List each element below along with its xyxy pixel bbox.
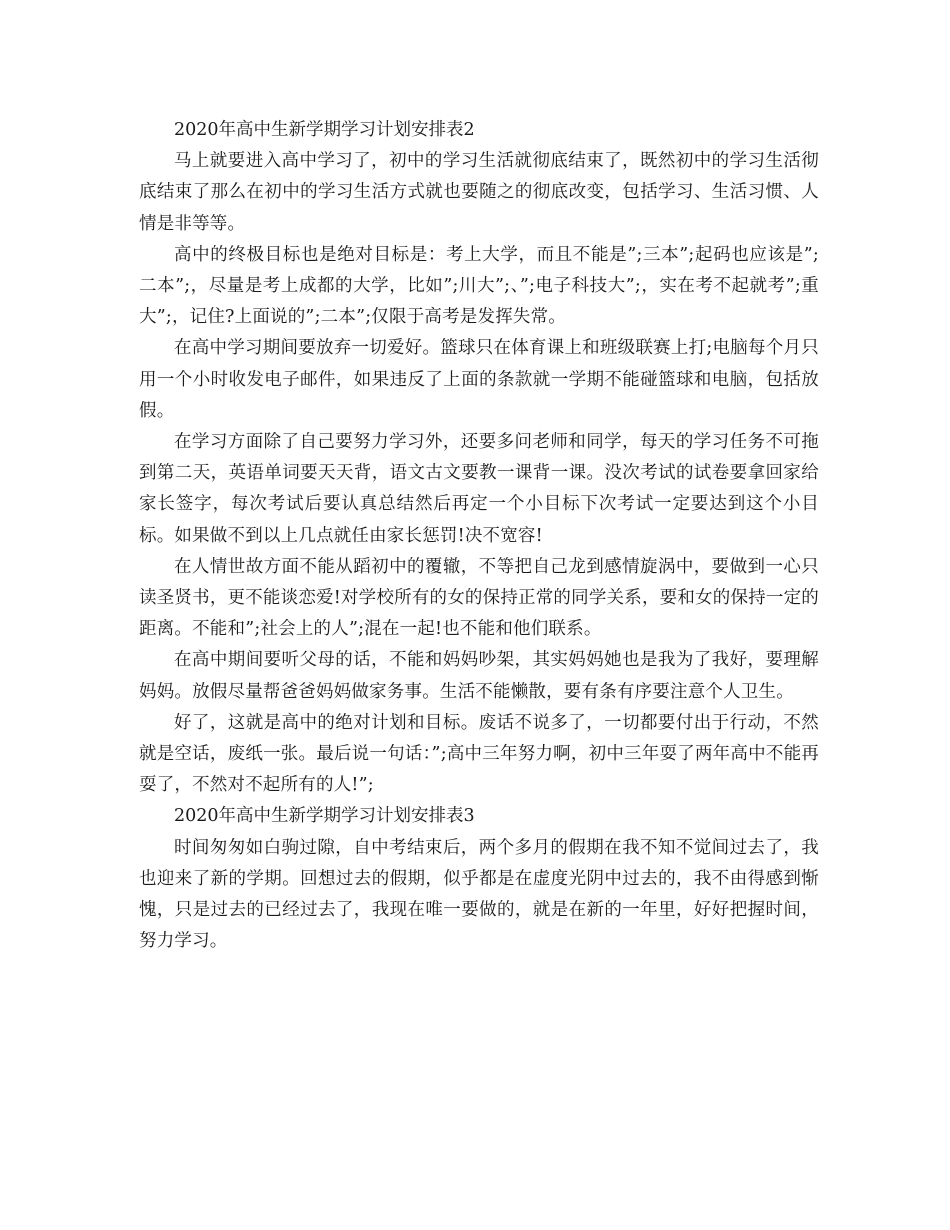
- section-heading-2: 2020年高中生新学期学习计划安排表2: [174, 120, 475, 140]
- paragraph: 好了，这就是高中的绝对计划和目标。废话不说多了，一切都要付出于行动，不然就是空话，废纸一张。最后说一句话：”;高中三年努力啊，初中三年耍了两年高中不能再耍了，不然对不起所有的人!”;: [139, 712, 819, 796]
- paragraph: 马上就要进入高中学习了，初中的学习生活就彻底结束了，既然初中的学习生活彻底结束了那么在初中的学习生活方式就也要随之的彻底改变，包括学习、生活习惯、人情是非等等。: [139, 151, 819, 234]
- paragraph: 时间匆匆如白驹过隙，自中考结束后，两个多月的假期在我不知不觉间过去了，我也迎来了新的学期。回想过去的假期，似乎都是在虚度光阴中过去的，我不由得感到惭愧，只是过去的已经过去了，我现在唯一要做的，就是在新的一年里，好好把握时间，努力学习。: [139, 837, 819, 952]
- paragraph: 在人情世故方面不能从蹈初中的覆辙，不等把自己龙到感情旋涡中，要做到一心只读圣贤书，更不能谈恋爱!对学校所有的女的保持正常的同学关系，要和女的保持一定的距离。不能和”;社会上的人”;混在一起!也不能和他们联系。: [139, 556, 819, 640]
- paragraph: 在高中期间要听父母的话，不能和妈妈吵架，其实妈妈她也是我为了我好，要理解妈妈。放假尽量帮爸爸妈妈做家务事。生活不能懒散，要有条有序要注意个人卫生。: [139, 650, 819, 702]
- paragraph: 在学习方面除了自己要努力学习外，还要多问老师和同学，每天的学习任务不可拖到第二天，英语单词要天天背，语文古文要教一课背一课。没次考试的试卷要拿回家给家长签字，每次考试后要认真总结然后再定一个小目标下次考试一定要达到这个小目标。如果做不到以上几点就任由家长惩罚!决不宽容!: [139, 432, 819, 546]
- paragraph: 在高中学习期间要放弃一切爱好。篮球只在体育课上和班级联赛上打;电脑每个月只用一个小时收发电子邮件，如果违反了上面的条款就一学期不能碰篮球和电脑，包括放假。: [139, 338, 819, 421]
- section-heading-3: 2020年高中生新学期学习计划安排表3: [174, 806, 475, 827]
- document-body: [139, 115, 819, 957]
- paragraph: 高中的终极目标也是绝对目标是：考上大学，而且不能是”;三本”;起码也应该是”;二本”;，尽量是考上成都的大学，比如”;川大”;、”;电子科技大”;，实在考不起就考”;重大”;，记住?上面说的”;二本”;仅限于高考是发挥失常。: [139, 244, 819, 328]
